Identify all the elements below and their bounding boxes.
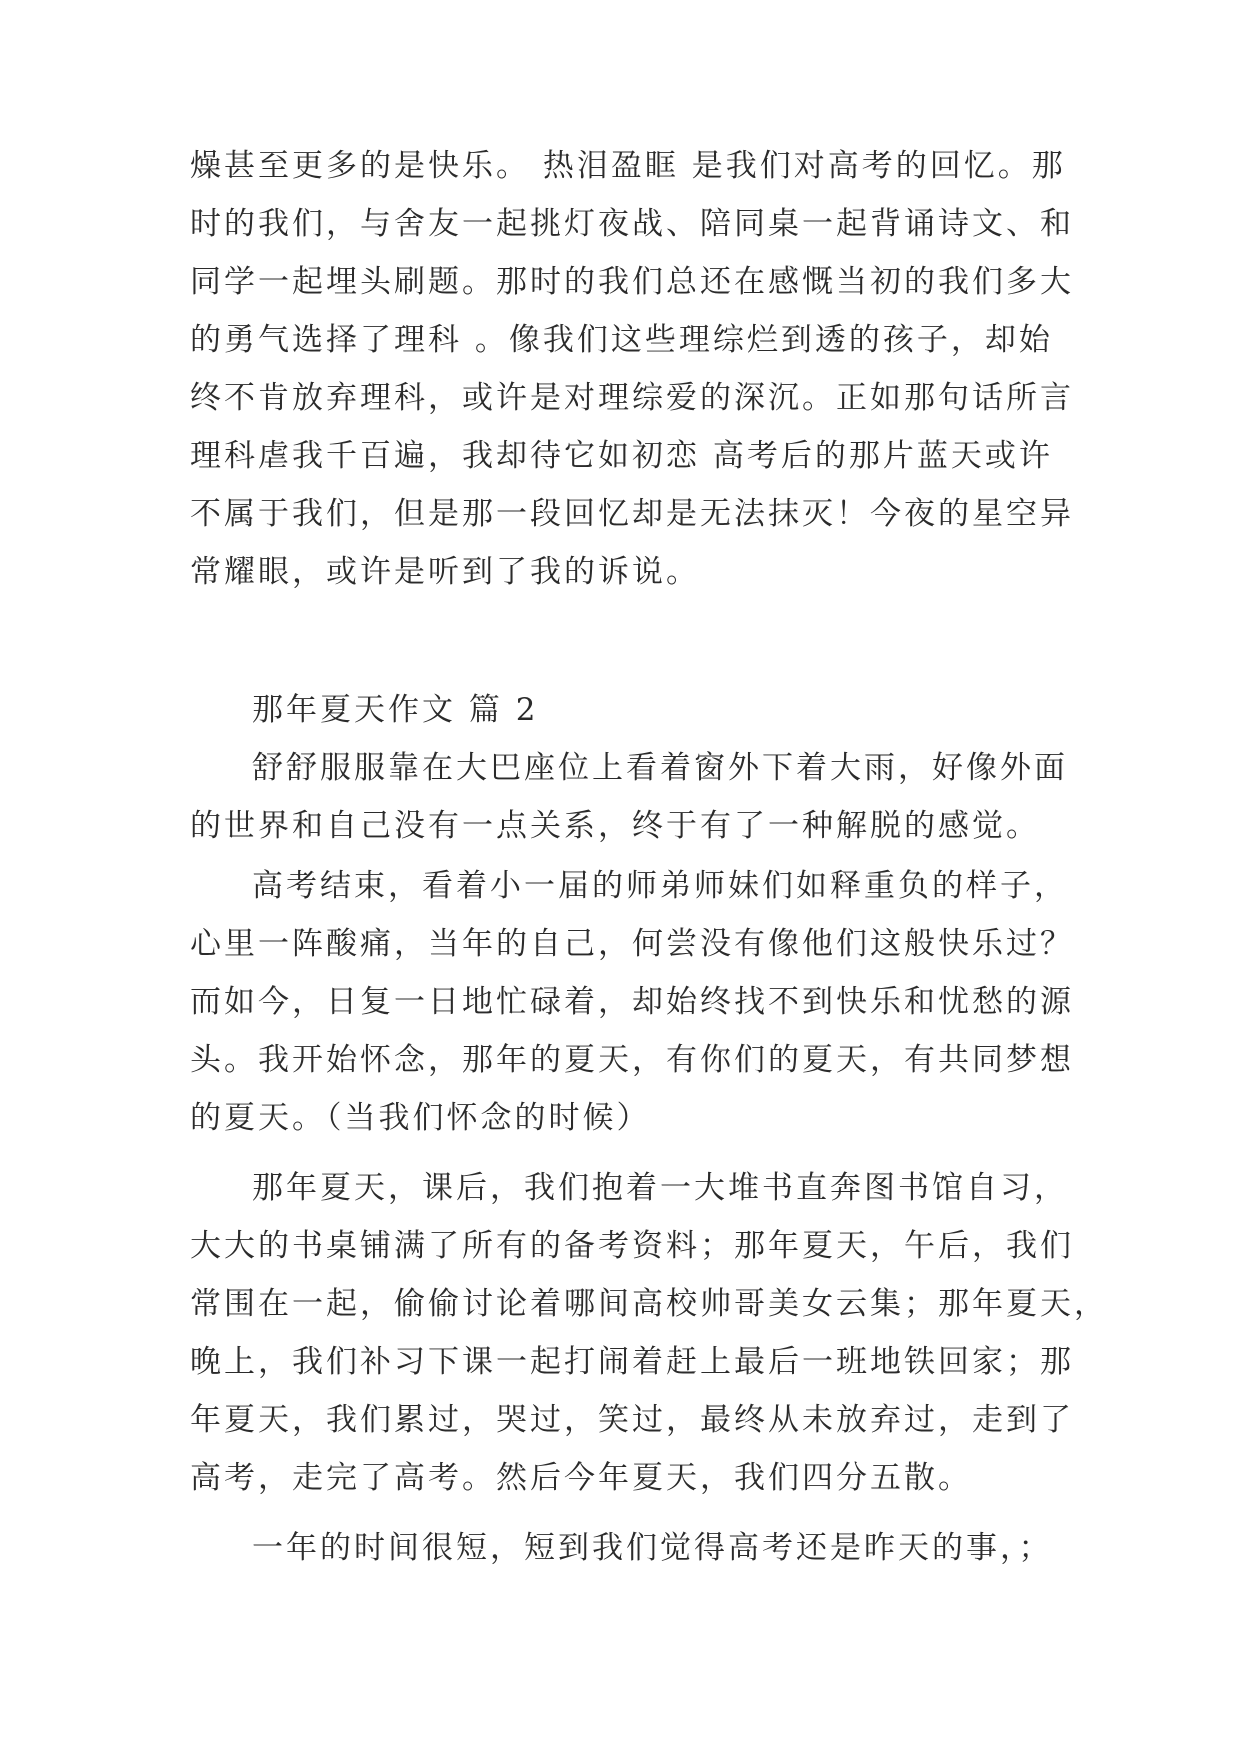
paragraph-first-line: 一年的时间很短，短到我们觉得高考还是昨天的事，； <box>252 1530 1053 1566</box>
text-line: 终不肯放弃理科，或许是对理综爱的深沉。正如那句话所言 <box>190 380 1074 416</box>
text-line: 时的我们，与舍友一起挑灯夜战、陪同桌一起背诵诗文、和 <box>190 206 1074 242</box>
paragraph-first-line: 舒舒服服靠在大巴座位上看着窗外下着大雨，好像外面 <box>252 750 1068 786</box>
text-line: 年夏天，我们累过，哭过，笑过，最终从未放弃过，走到了 <box>190 1402 1074 1438</box>
text-line: 而如今，日复一日地忙碌着，却始终找不到快乐和忧愁的源 <box>190 984 1074 1020</box>
text-line: 高考，走完了高考。然后今年夏天，我们四分五散。 <box>190 1460 972 1496</box>
section-heading: 那年夏天作文 篇 2 <box>252 692 539 728</box>
text-line: 晚上，我们补习下课一起打闹着赶上最后一班地铁回家；那 <box>190 1344 1074 1380</box>
text-line: 的夏天。（当我们怀念的时候） <box>190 1100 651 1136</box>
text-line: 常耀眼，或许是听到了我的诉说。 <box>190 554 700 590</box>
text-line: 心里一阵酸痛，当年的自己，何尝没有像他们这般快乐过？ <box>190 926 1074 962</box>
text-line: 常围在一起，偷偷讨论着哪间高校帅哥美女云集；那年夏天， <box>190 1286 1108 1322</box>
text-line: 理科虐我千百遍，我却待它如初恋 高考后的那片蓝天或许 <box>190 438 1053 474</box>
text-line: 燥甚至更多的是快乐。 热泪盈眶 是我们对高考的回忆。那 <box>190 148 1066 184</box>
paragraph-first-line: 那年夏天，课后，我们抱着一大堆书直奔图书馆自习， <box>252 1170 1068 1206</box>
text-line: 的世界和自己没有一点关系，终于有了一种解脱的感觉。 <box>190 808 1040 844</box>
text-line: 的勇气选择了理科 。像我们这些理综烂到透的孩子，却始 <box>190 322 1053 358</box>
text-line: 大大的书桌铺满了所有的备考资料；那年夏天，午后，我们 <box>190 1228 1074 1264</box>
text-line: 头。我开始怀念，那年的夏天，有你们的夏天，有共同梦想 <box>190 1042 1074 1078</box>
text-line: 不属于我们，但是那一段回忆却是无法抹灭！今夜的星空异 <box>190 496 1074 532</box>
paragraph-first-line: 高考结束，看着小一届的师弟师妹们如释重负的样子， <box>252 868 1068 904</box>
text-line: 同学一起埋头刷题。那时的我们总还在感慨当初的我们多大 <box>190 264 1074 300</box>
